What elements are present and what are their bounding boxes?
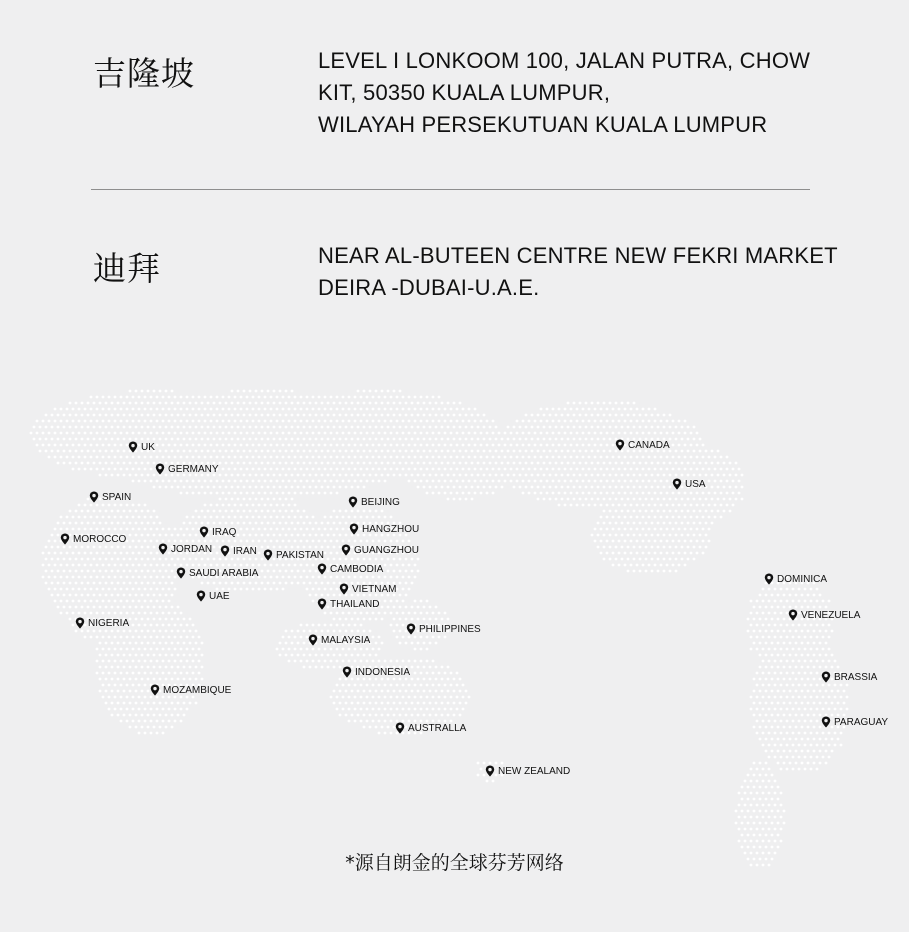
map-pin-icon <box>339 583 349 595</box>
map-pin-icon <box>75 617 85 629</box>
map-pin-icon <box>788 609 798 621</box>
location-label: UK <box>141 441 155 453</box>
map-pin-icon <box>308 634 318 646</box>
section-divider <box>91 189 810 190</box>
map-pin-saudi-arabia <box>176 567 258 579</box>
map-pin-vietnam <box>339 583 396 595</box>
footnote: *源自朗金的全球芬芳网络 <box>345 852 564 874</box>
map-pin-uae <box>196 590 230 602</box>
map-pin-philippines <box>406 623 481 635</box>
office-address-kuala-lumpur <box>318 45 810 141</box>
map-pin-icon <box>60 533 70 545</box>
map-pin-icon <box>406 623 416 635</box>
map-pin-guangzhou <box>341 544 419 556</box>
location-label: IRAQ <box>212 526 237 538</box>
map-pin-mozambique <box>150 684 231 696</box>
location-label: HANGZHOU <box>362 523 420 535</box>
location-label: AUSTRALLA <box>408 722 467 734</box>
map-pin-icon <box>342 666 352 678</box>
map-pin-spain <box>89 491 131 503</box>
map-pin-venezuela <box>788 609 860 621</box>
location-label: IRAN <box>233 545 257 557</box>
map-pin-icon <box>672 478 682 490</box>
map-pin-icon <box>89 491 99 503</box>
map-pin-thailand <box>317 598 379 610</box>
location-label: SAUDI ARABIA <box>189 567 259 579</box>
location-label: SPAIN <box>102 491 132 503</box>
map-pin-icon <box>220 545 230 557</box>
location-label: PAKISTAN <box>276 549 324 561</box>
location-label: MOZAMBIQUE <box>163 684 232 696</box>
map-pin-jordan <box>158 543 212 555</box>
location-label: PHILIPPINES <box>419 623 481 635</box>
location-label: INDONESIA <box>355 666 411 678</box>
location-label: NEW ZEALAND <box>498 765 571 777</box>
map-pin-icon <box>317 563 327 575</box>
location-label: MALAYSIA <box>321 634 371 646</box>
map-pin-australla <box>395 722 466 734</box>
map-pin-icon <box>764 573 774 585</box>
map-pin-iran <box>220 545 257 557</box>
map-pin-icon <box>199 526 209 538</box>
address-line: DEIRA -DUBAI-U.A.E. <box>318 275 540 300</box>
map-pin-icon <box>821 716 831 728</box>
location-label: VIETNAM <box>352 583 397 595</box>
map-pin-malaysia <box>308 634 370 646</box>
map-pin-morocco <box>60 533 126 545</box>
map-pin-icon <box>349 523 359 535</box>
location-label: JORDAN <box>171 543 213 555</box>
office-city-kuala-lumpur: 吉隆坡 <box>93 54 195 93</box>
map-pin-icon <box>348 496 358 508</box>
location-label: NIGERIA <box>88 617 130 629</box>
location-label: MOROCCO <box>73 533 127 545</box>
map-pin-paraguay <box>821 716 888 728</box>
map-pin-indonesia <box>342 666 410 678</box>
map-pin-icon <box>158 543 168 555</box>
location-label: PARAGUAY <box>834 716 889 728</box>
address-line: LEVEL I LONKOOM 100, JALAN PUTRA, CHOW <box>318 48 811 73</box>
location-label: GERMANY <box>168 463 219 475</box>
location-label: THAILAND <box>330 598 380 610</box>
map-pin-uk <box>128 441 155 453</box>
location-label: BRASSIA <box>834 671 878 683</box>
map-pin-germany <box>155 463 219 475</box>
map-pin-brassia <box>821 671 877 683</box>
map-pin-icon <box>395 722 405 734</box>
location-label: GUANGZHOU <box>354 544 419 556</box>
map-pin-icon <box>128 441 138 453</box>
map-pin-icon <box>196 590 206 602</box>
map-pin-icon <box>263 549 273 561</box>
office-address-dubai <box>318 240 838 304</box>
office-city-dubai: 迪拜 <box>93 249 161 288</box>
location-label: DOMINICA <box>777 573 827 585</box>
map-pin-icon <box>155 463 165 475</box>
map-pin-icon <box>150 684 160 696</box>
map-pin-nigeria <box>75 617 129 629</box>
location-label: BEIJING <box>361 496 400 508</box>
map-pin-hangzhou <box>349 523 419 535</box>
map-pin-dominica <box>764 573 827 585</box>
map-pin-new-zealand <box>485 765 570 777</box>
location-label: CANADA <box>628 439 670 451</box>
map-pin-icon <box>317 598 327 610</box>
map-pin-cambodia <box>317 563 383 575</box>
map-pin-iraq <box>199 526 236 538</box>
map-pin-beijing <box>348 496 400 508</box>
location-label: UAE <box>209 590 230 602</box>
map-pin-icon <box>485 765 495 777</box>
world-map <box>0 375 909 885</box>
map-pin-usa <box>672 478 706 490</box>
map-pin-pakistan <box>263 549 324 561</box>
map-pin-icon <box>176 567 186 579</box>
location-label: USA <box>685 478 706 490</box>
map-pin-icon <box>341 544 351 556</box>
location-label: VENEZUELA <box>801 609 861 621</box>
address-line: WILAYAH PERSEKUTUAN KUALA LUMPUR <box>318 112 768 137</box>
address-line: NEAR AL-BUTEEN CENTRE NEW FEKRI MARKET <box>318 243 838 268</box>
map-pin-icon <box>615 439 625 451</box>
location-label: CAMBODIA <box>330 563 384 575</box>
map-pin-icon <box>821 671 831 683</box>
map-pin-canada <box>615 439 670 451</box>
address-line: KIT, 50350 KUALA LUMPUR, <box>318 80 611 105</box>
